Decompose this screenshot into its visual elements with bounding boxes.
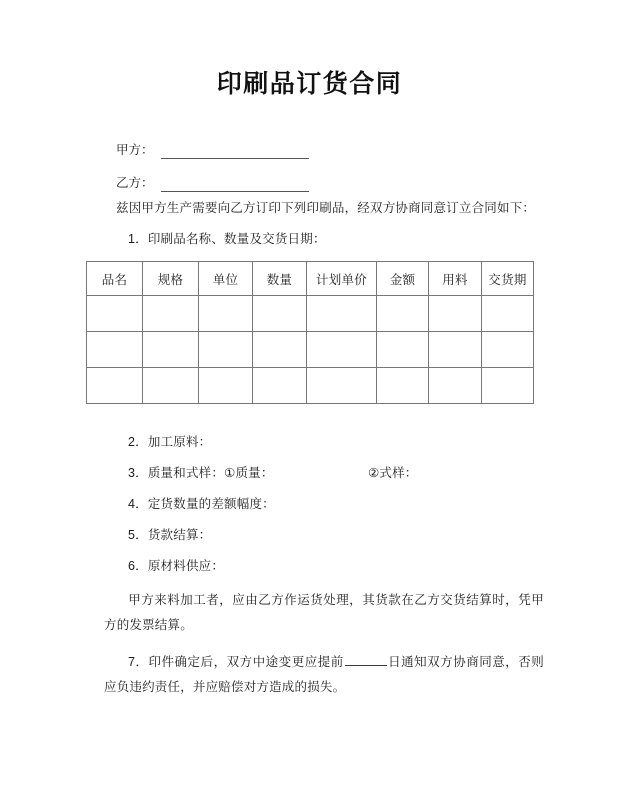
order-table [86, 261, 534, 404]
page-title: 印刷品订货合同 [216, 70, 403, 98]
clause-item-7-text-after-blank: 日通知双方协商同意，否则应负违约责任，并应赔偿对方造成的损失。 [104, 655, 545, 694]
table-cell[interactable] [307, 332, 377, 368]
party-a-input-line[interactable] [161, 144, 309, 159]
table-cell[interactable] [482, 368, 534, 404]
table-cell[interactable] [307, 296, 377, 332]
table-cell[interactable] [429, 332, 482, 368]
party-b-input-line[interactable] [161, 177, 309, 192]
table-header-row [87, 262, 534, 296]
table-header-cell: 数量 [253, 262, 307, 296]
clause-item-6: 6．原材料供应： [128, 559, 225, 573]
table-cell[interactable] [482, 332, 534, 368]
table-header-cell: 品名 [87, 262, 143, 296]
table-row [87, 332, 534, 368]
table-cell[interactable] [199, 332, 253, 368]
table-cell[interactable] [87, 368, 143, 404]
table-row [87, 368, 534, 404]
clause-item-3-quality: 3．质量和式样：①质量： [128, 466, 274, 480]
party-a-label: 甲方： [116, 143, 154, 157]
table-cell[interactable] [143, 296, 199, 332]
clause-item-6-paragraph [104, 588, 544, 638]
intro-paragraph: 兹因甲方生产需要向乙方订印下列印刷品，经双方协商同意订立合同如下： [116, 201, 536, 215]
table-cell[interactable] [307, 368, 377, 404]
table-header-cell: 金额 [377, 262, 429, 296]
table-cell[interactable] [253, 332, 307, 368]
table-cell[interactable] [377, 332, 429, 368]
table-row [87, 296, 534, 332]
clause-item-2: 2．加工原料： [128, 435, 212, 449]
clause-item-5: 5．货款结算： [128, 528, 212, 542]
table-cell[interactable] [253, 368, 307, 404]
clause-item-3 [128, 464, 458, 483]
table-cell[interactable] [429, 296, 482, 332]
clause-item-7-paragraph [104, 650, 544, 700]
table-cell[interactable] [199, 368, 253, 404]
table-cell[interactable] [199, 296, 253, 332]
table-header-cell: 交货期 [482, 262, 534, 296]
table-cell[interactable] [87, 296, 143, 332]
clause-item-3-inner [128, 464, 458, 483]
party-a-row [116, 126, 536, 159]
table-cell[interactable] [377, 368, 429, 404]
table-header-cell: 用料 [429, 262, 482, 296]
party-b-row [116, 159, 536, 192]
table-cell[interactable] [377, 296, 429, 332]
party-b-label: 乙方： [116, 176, 154, 190]
clause-item-7-days-blank[interactable] [345, 652, 387, 666]
table-header-cell: 规格 [143, 262, 199, 296]
table-cell[interactable] [87, 332, 143, 368]
table-cell[interactable] [253, 296, 307, 332]
clause-item-4: 4．定货数量的差额幅度： [128, 497, 275, 511]
table-cell[interactable] [143, 332, 199, 368]
order-table-container [86, 261, 533, 404]
party-fields [116, 126, 536, 192]
clause-item-6-paragraph-text: 甲方来料加工者，应由乙方作运货处理，其货款在乙方交货结算时，凭甲方的发票结算。 [104, 593, 544, 632]
clause-item-7-text-before-blank: 7．印件确定后，双方中途变更应提前 [128, 655, 344, 669]
table-cell[interactable] [143, 368, 199, 404]
clause-item-3-style: ②式样： [368, 466, 418, 480]
table-cell[interactable] [482, 296, 534, 332]
table-cell[interactable] [429, 368, 482, 404]
table-header-cell: 计划单价 [307, 262, 377, 296]
table-header-cell: 单位 [199, 262, 253, 296]
clause-item-1: 1．印刷品名称、数量及交货日期： [128, 232, 326, 246]
